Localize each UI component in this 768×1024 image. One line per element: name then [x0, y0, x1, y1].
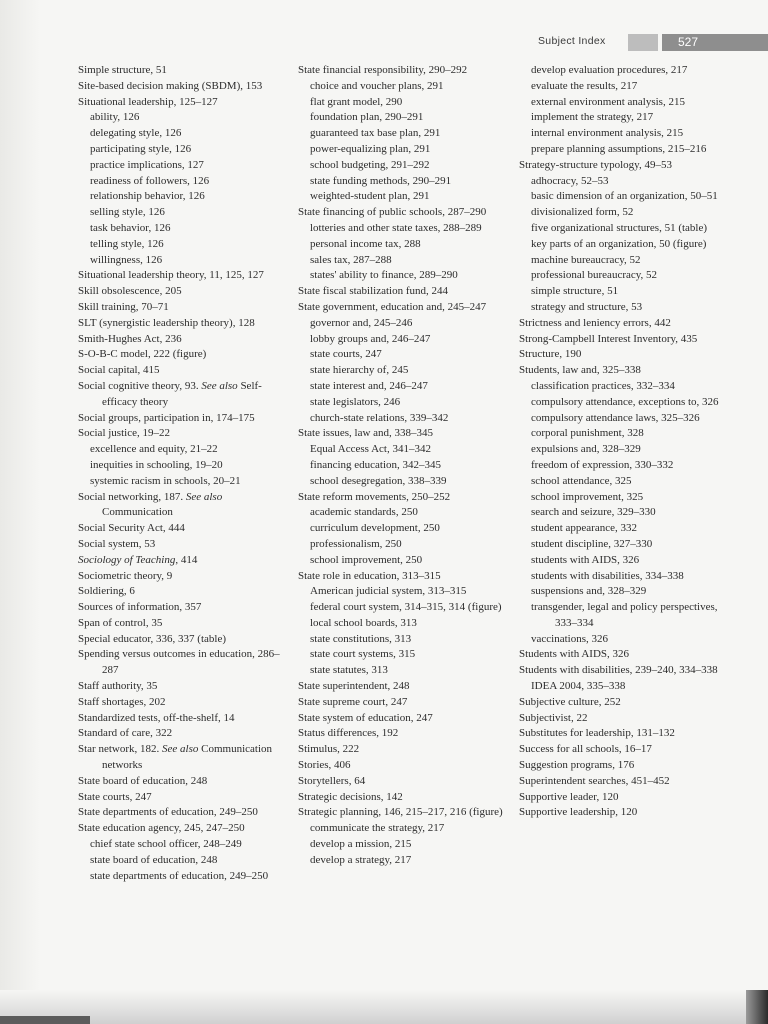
- index-subentry: external environment analysis, 215: [531, 95, 685, 108]
- index-column-2: [298, 63, 510, 869]
- index-subentry: freedom of expression, 330–332: [531, 458, 674, 471]
- index-subentry: state interest and, 246–247: [310, 379, 428, 392]
- index-subentry: key parts of an organization, 50 (figure): [531, 237, 707, 250]
- index-subentry: school desegregation, 338–339: [310, 474, 447, 487]
- index-subentry: school improvement, 250: [310, 553, 423, 566]
- index-entry: Status differences, 192: [298, 727, 399, 740]
- index-subentry: federal court system, 314–315, 314 (figure): [310, 601, 502, 614]
- index-subentry: develop evaluation procedures, 217: [531, 64, 688, 76]
- index-subentry: financing education, 342–345: [310, 458, 442, 471]
- index-entry: State board of education, 248: [78, 774, 208, 787]
- index-subentry: basic dimension of an organization, 50–51: [531, 190, 718, 203]
- index-subentry: student appearance, 332: [531, 522, 637, 535]
- index-column-1: [78, 63, 288, 884]
- index-subentry: inequities in schooling, 19–20: [90, 458, 223, 471]
- index-entry: Social cognitive theory, 93. See also Self-efficacy theory: [78, 379, 262, 408]
- page-number: 527: [662, 34, 768, 51]
- index-subentry: adhocracy, 52–53: [531, 174, 609, 187]
- index-entry: Success for all schools, 16–17: [519, 743, 652, 756]
- index-subentry: machine bureaucracy, 52: [531, 253, 641, 266]
- index-subentry: prepare planning assumptions, 215–216: [531, 142, 707, 155]
- index-subentry: academic standards, 250: [310, 506, 418, 519]
- index-subentry: chief state school officer, 248–249: [90, 838, 242, 851]
- index-entry: Strategic decisions, 142: [298, 790, 403, 803]
- index-subentry: simple structure, 51: [531, 285, 619, 298]
- index-subentry: sales tax, 287–288: [310, 253, 392, 266]
- index-subentry: systemic racism in schools, 20–21: [90, 474, 241, 487]
- index-subentry: American judicial system, 313–315: [310, 585, 467, 598]
- header-accent-bar: [628, 34, 658, 51]
- index-entry: Social system, 53: [78, 537, 156, 550]
- index-entry: SLT (synergistic leadership theory), 128: [78, 316, 255, 329]
- index-subentry: practice implications, 127: [90, 158, 204, 171]
- index-subentry: local school boards, 313: [310, 616, 417, 629]
- index-entry: Subjectivist, 22: [519, 711, 588, 724]
- index-subentry: state courts, 247: [310, 348, 382, 361]
- index-subentry: willingness, 126: [90, 253, 163, 266]
- index-entry: Storytellers, 64: [298, 774, 366, 787]
- index-subentry: compulsory attendance, exceptions to, 326: [531, 395, 719, 408]
- index-subentry: state hierarchy of, 245: [310, 364, 409, 377]
- index-entry: Supportive leader, 120: [519, 790, 619, 803]
- index-entry: State issues, law and, 338–345: [298, 427, 434, 440]
- index-entry: Star network, 182. See also Communication networks: [78, 743, 273, 772]
- index-subentry: lobby groups and, 246–247: [310, 332, 431, 345]
- index-entry: State financing of public schools, 287–290: [298, 206, 487, 219]
- index-entry: Sources of information, 357: [78, 601, 202, 614]
- index-subentry: strategy and structure, 53: [531, 300, 643, 313]
- index-entry: Span of control, 35: [78, 616, 163, 629]
- index-subentry: classification practices, 332–334: [531, 379, 675, 392]
- index-entry: State financial responsibility, 290–292: [298, 64, 468, 76]
- index-subentry: school improvement, 325: [531, 490, 644, 503]
- index-subentry: participating style, 126: [90, 142, 192, 155]
- index-entry: Superintendent searches, 451–452: [519, 774, 670, 787]
- index-entry: Social Security Act, 444: [78, 522, 185, 535]
- index-subentry: lotteries and other state taxes, 288–289: [310, 221, 482, 234]
- index-entry: Standard of care, 322: [78, 727, 173, 740]
- index-entry: Strong-Campbell Interest Inventory, 435: [519, 332, 698, 345]
- book-corner-shadow: [746, 990, 768, 1024]
- index-subentry: telling style, 126: [90, 237, 164, 250]
- index-subentry: develop a mission, 215: [310, 838, 412, 851]
- index-subentry: suspensions and, 328–329: [531, 585, 647, 598]
- index-subentry: readiness of followers, 126: [90, 174, 210, 187]
- index-entry: Standardized tests, off-the-shelf, 14: [78, 711, 235, 724]
- index-subentry: states' ability to finance, 289–290: [310, 269, 458, 282]
- index-entry: Social groups, participation in, 174–175: [78, 411, 255, 424]
- index-subentry: excellence and equity, 21–22: [90, 443, 218, 456]
- index-entry: Staff authority, 35: [78, 680, 158, 693]
- index-entry: State system of education, 247: [298, 711, 433, 724]
- index-entry: Subjective culture, 252: [519, 695, 621, 708]
- index-subentry: communicate the strategy, 217: [310, 822, 445, 835]
- index-subentry: flat grant model, 290: [310, 95, 403, 108]
- section-title: Subject Index: [538, 35, 606, 47]
- index-entry: Supportive leadership, 120: [519, 806, 638, 819]
- index-subentry: state board of education, 248: [90, 853, 218, 866]
- index-subentry: weighted-student plan, 291: [310, 190, 430, 203]
- index-entry: Suggestion programs, 176: [519, 759, 635, 772]
- index-entry: State government, education and, 245–247: [298, 300, 487, 313]
- index-subentry: divisionalized form, 52: [531, 206, 634, 219]
- index-subentry: task behavior, 126: [90, 221, 171, 234]
- index-subentry: state departments of education, 249–250: [90, 869, 269, 882]
- index-entry: Sociometric theory, 9: [78, 569, 173, 582]
- index-entry: Stories, 406: [298, 759, 351, 772]
- index-subentry: school budgeting, 291–292: [310, 158, 430, 171]
- page-bottom-shadow: [0, 990, 768, 1024]
- index-entry: Social justice, 19–22: [78, 427, 170, 440]
- index-entry: Social networking, 187. See also Communication: [78, 490, 223, 519]
- index-entry: Situational leadership, 125–127: [78, 95, 218, 108]
- index-entry: Skill obsolescence, 205: [78, 285, 182, 298]
- index-subentry: ability, 126: [90, 111, 140, 124]
- index-entry: Spending versus outcomes in education, 286–287: [78, 648, 280, 677]
- index-subentry: curriculum development, 250: [310, 522, 440, 535]
- index-entry: State role in education, 313–315: [298, 569, 441, 582]
- index-subentry: personal income tax, 288: [310, 237, 421, 250]
- index-entry: Substitutes for leadership, 131–132: [519, 727, 675, 740]
- index-entry: Skill training, 70–71: [78, 300, 169, 313]
- index-subentry: state constitutions, 313: [310, 632, 412, 645]
- index-entry: Smith-Hughes Act, 236: [78, 332, 182, 345]
- index-entry: Strategy-structure typology, 49–53: [519, 158, 672, 171]
- index-entry: Structure, 190: [519, 348, 582, 361]
- index-subentry: transgender, legal and policy perspectives, 333–334: [531, 601, 718, 629]
- index-subentry: guaranteed tax base plan, 291: [310, 127, 441, 140]
- index-entry: Strictness and leniency errors, 442: [519, 316, 671, 329]
- index-entry: State reform movements, 250–252: [298, 490, 451, 503]
- index-subentry: choice and voucher plans, 291: [310, 79, 444, 92]
- index-subentry: IDEA 2004, 335–338: [531, 680, 626, 693]
- index-subentry: students with disabilities, 334–338: [531, 569, 684, 582]
- index-subentry: school attendance, 325: [531, 474, 632, 487]
- index-entry: State fiscal stabilization fund, 244: [298, 285, 448, 298]
- index-entry: State courts, 247: [78, 790, 152, 803]
- index-subentry: Equal Access Act, 341–342: [310, 443, 431, 456]
- index-subentry: church-state relations, 339–342: [310, 411, 449, 424]
- index-subentry: governor and, 245–246: [310, 316, 413, 329]
- index-entry: Strategic planning, 146, 215–217, 216 (figure): [298, 806, 503, 819]
- page-shadow: [0, 0, 40, 1024]
- index-subentry: vaccinations, 326: [531, 632, 608, 645]
- index-subentry: evaluate the results, 217: [531, 79, 638, 92]
- index-subentry: selling style, 126: [90, 206, 165, 219]
- index-entry: S-O-B-C model, 222 (figure): [78, 348, 207, 361]
- page-header: [536, 34, 768, 52]
- index-subentry: state legislators, 246: [310, 395, 401, 408]
- index-column-3: [519, 63, 724, 821]
- index-entry: Sociology of Teaching, 414: [78, 553, 198, 566]
- index-entry: Students with AIDS, 326: [519, 648, 630, 661]
- index-entry: Site-based decision making (SBDM), 153: [78, 79, 263, 92]
- index-subentry: five organizational structures, 51 (table): [531, 221, 708, 234]
- index-entry: State education agency, 245, 247–250: [78, 822, 245, 835]
- index-subentry: develop a strategy, 217: [310, 853, 412, 866]
- facing-page-edge: [0, 1016, 90, 1024]
- index-entry: State departments of education, 249–250: [78, 806, 258, 819]
- index-entry: Social capital, 415: [78, 364, 160, 377]
- index-subentry: state funding methods, 290–291: [310, 174, 452, 187]
- index-subentry: power-equalizing plan, 291: [310, 142, 431, 155]
- index-subentry: state statutes, 313: [310, 664, 388, 677]
- index-entry: Students, law and, 325–338: [519, 364, 641, 377]
- index-subentry: expulsions and, 328–329: [531, 443, 641, 456]
- index-entry: State supreme court, 247: [298, 695, 408, 708]
- index-entry: Students with disabilities, 239–240, 334–338: [519, 664, 718, 677]
- index-entry: Stimulus, 222: [298, 743, 360, 756]
- index-subentry: student discipline, 327–330: [531, 537, 653, 550]
- index-subentry: corporal punishment, 328: [531, 427, 644, 440]
- index-subentry: delegating style, 126: [90, 127, 182, 140]
- index-subentry: foundation plan, 290–291: [310, 111, 424, 124]
- index-entry: Simple structure, 51: [78, 64, 167, 76]
- index-entry: Soldiering, 6: [78, 585, 135, 598]
- index-subentry: search and seizure, 329–330: [531, 506, 656, 519]
- index-subentry: relationship behavior, 126: [90, 190, 205, 203]
- index-entry: Staff shortages, 202: [78, 695, 166, 708]
- index-entry: Situational leadership theory, 11, 125, 127: [78, 269, 264, 282]
- index-subentry: implement the strategy, 217: [531, 111, 654, 124]
- index-subentry: internal environment analysis, 215: [531, 127, 684, 140]
- index-subentry: state court systems, 315: [310, 648, 416, 661]
- index-entry: State superintendent, 248: [298, 680, 410, 693]
- index-subentry: students with AIDS, 326: [531, 553, 640, 566]
- index-subentry: compulsory attendance laws, 325–326: [531, 411, 700, 424]
- index-subentry: professional bureaucracy, 52: [531, 269, 658, 282]
- index-subentry: professionalism, 250: [310, 537, 402, 550]
- index-entry: Special educator, 336, 337 (table): [78, 632, 227, 645]
